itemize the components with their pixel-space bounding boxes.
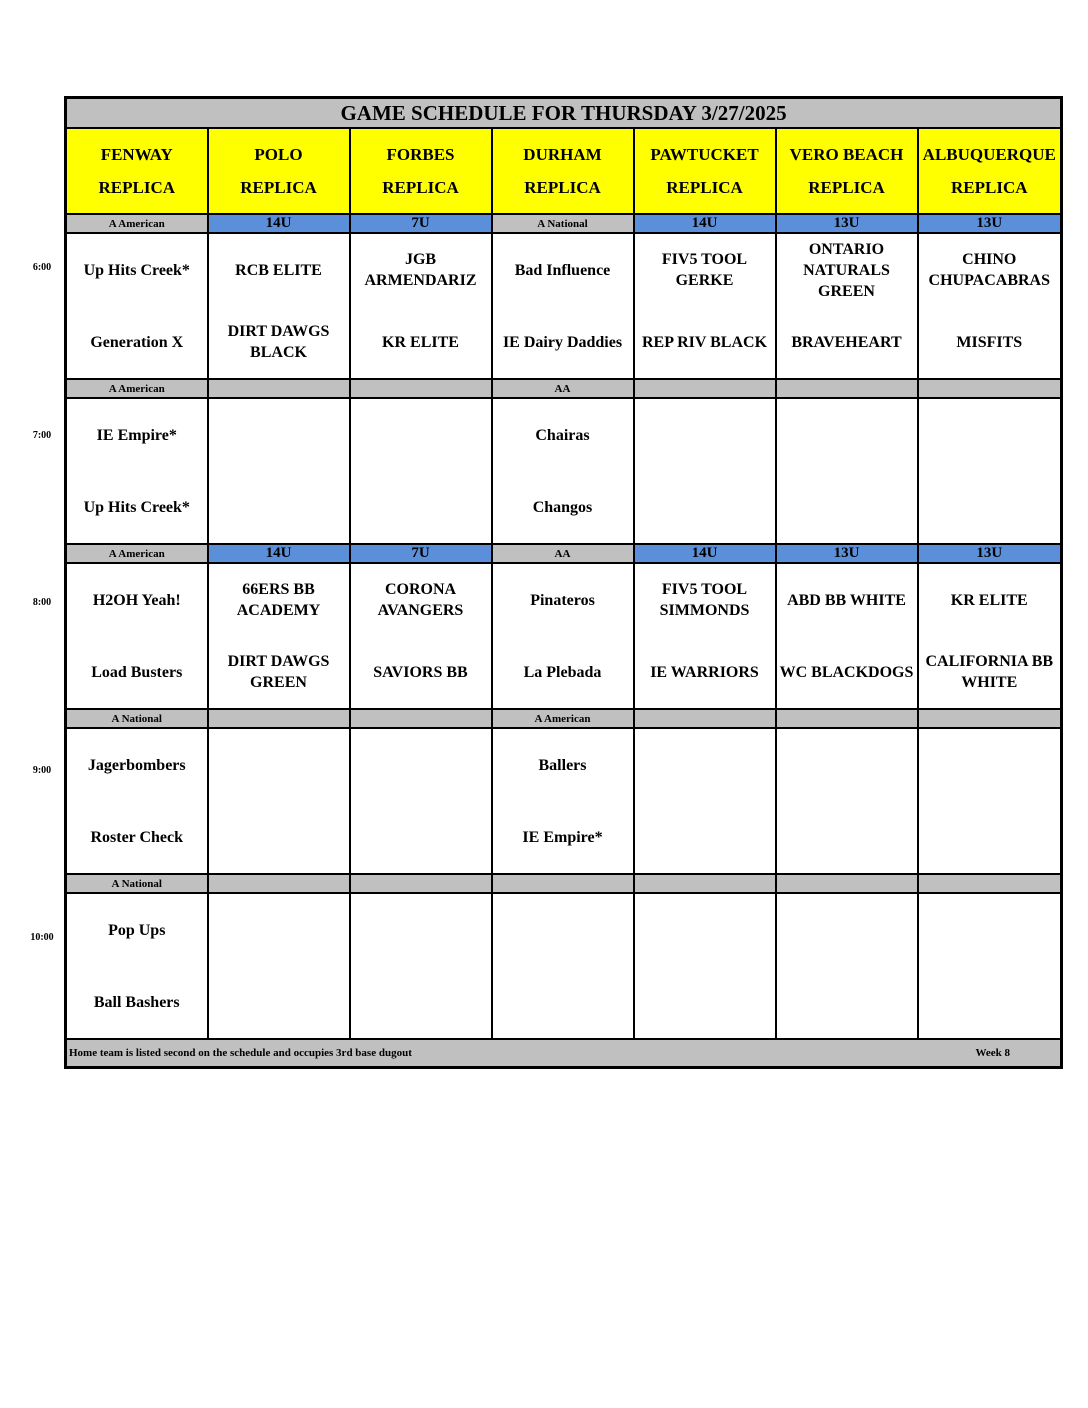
field-sub: REPLICA [666, 178, 743, 197]
division-label: AA [492, 379, 634, 398]
visitor-team [351, 729, 491, 801]
division-label: A American [66, 379, 208, 398]
home-team: SAVIORS BB [373, 663, 468, 681]
home-team [919, 471, 1061, 543]
visitor-team [351, 894, 491, 966]
game-cell [918, 233, 1062, 379]
division-label: 14U [208, 544, 350, 563]
home-team [351, 966, 491, 1038]
game-cell [492, 398, 634, 544]
division-row [66, 379, 1062, 398]
division-label [634, 709, 776, 728]
schedule-table [64, 96, 1063, 1069]
home-team: Ball Bashers [93, 993, 180, 1011]
visitor-team: KR ELITE [950, 591, 1028, 609]
game-cell [350, 563, 492, 709]
division-label: 14U [634, 214, 776, 233]
home-team [635, 801, 775, 873]
field-header [66, 128, 208, 214]
game-cell [634, 893, 776, 1039]
visitor-team: FIV5 TOOL SIMMONDS [659, 581, 750, 619]
home-team: Up Hits Creek* [83, 498, 190, 516]
game-cell [66, 728, 208, 874]
division-label [350, 709, 492, 728]
home-team: WC BLACKDOGS [779, 663, 914, 681]
visitor-team: Pop Ups [108, 921, 166, 939]
field-name: POLO [254, 145, 303, 164]
home-team: Generation X [90, 333, 184, 351]
division-label: 14U [208, 214, 350, 233]
game-cell [208, 233, 350, 379]
visitor-team [635, 399, 775, 471]
division-label [350, 379, 492, 398]
game-cell [66, 233, 208, 379]
division-label [918, 874, 1062, 893]
game-cell [66, 398, 208, 544]
game-cell [208, 398, 350, 544]
home-team: DIRT DAWGS GREEN [227, 653, 330, 691]
game-cell [350, 728, 492, 874]
division-row [66, 544, 1062, 563]
visitor-team [351, 399, 491, 471]
game-cell [350, 398, 492, 544]
field-header [776, 128, 918, 214]
home-team: IE WARRIORS [650, 663, 759, 681]
home-team: IE Empire* [522, 828, 603, 846]
game-row [66, 563, 1062, 709]
visitor-team [777, 399, 917, 471]
game-cell [776, 398, 918, 544]
division-label: 13U [918, 544, 1062, 563]
division-label [350, 874, 492, 893]
game-cell [776, 563, 918, 709]
visitor-team: Jagerbombers [87, 756, 186, 774]
game-cell [776, 728, 918, 874]
visitor-team [919, 729, 1061, 801]
visitor-team [777, 729, 917, 801]
home-team [919, 966, 1061, 1038]
home-team: Roster Check [90, 828, 184, 846]
time-label: 9:00 [32, 765, 52, 776]
footer-note: Home team is listed second on the schedule and occupies 3rd base dugout [69, 1047, 412, 1059]
field-header [350, 128, 492, 214]
division-label [634, 379, 776, 398]
week-label: Week 8 [975, 1047, 1011, 1059]
game-cell [918, 728, 1062, 874]
division-label [634, 874, 776, 893]
visitor-team: Pinateros [530, 591, 595, 609]
time-label: 7:00 [32, 430, 52, 441]
division-label [776, 379, 918, 398]
game-row [66, 233, 1062, 379]
division-label: 7U [350, 214, 492, 233]
home-team: Changos [532, 498, 593, 516]
field-sub: REPLICA [524, 178, 601, 197]
home-team [635, 966, 775, 1038]
visitor-team: CHINO CHUPACABRAS [928, 251, 1050, 289]
home-team: MISFITS [956, 333, 1023, 351]
field-name: FENWAY [100, 145, 173, 164]
home-team [209, 966, 349, 1038]
division-row [66, 874, 1062, 893]
division-label: AA [492, 544, 634, 563]
field-header [918, 128, 1062, 214]
field-name: PAWTUCKET [650, 145, 759, 164]
game-cell [918, 893, 1062, 1039]
visitor-team [919, 894, 1061, 966]
home-team: DIRT DAWGS BLACK [227, 323, 330, 361]
game-cell [208, 728, 350, 874]
game-cell [350, 233, 492, 379]
home-team: La Plebada [523, 663, 602, 681]
division-label [208, 379, 350, 398]
field-sub: REPLICA [382, 178, 459, 197]
division-label [492, 874, 634, 893]
division-label [918, 379, 1062, 398]
visitor-team: Up Hits Creek* [83, 261, 190, 279]
time-label: 10:00 [30, 932, 54, 943]
visitor-team: Bad Influence [514, 261, 611, 279]
division-label: A National [66, 709, 208, 728]
division-label [918, 709, 1062, 728]
game-cell [492, 893, 634, 1039]
home-team [777, 801, 917, 873]
division-label: 13U [776, 214, 918, 233]
visitor-team [635, 894, 775, 966]
field-sub: REPLICA [808, 178, 885, 197]
division-label [776, 874, 918, 893]
visitor-team [919, 399, 1061, 471]
game-row [66, 728, 1062, 874]
division-label: A National [66, 874, 208, 893]
home-team: CALIFORNIA BB WHITE [925, 653, 1054, 691]
visitor-team [209, 894, 349, 966]
field-sub: REPLICA [240, 178, 317, 197]
division-row [66, 709, 1062, 728]
division-label [776, 709, 918, 728]
visitor-team [635, 729, 775, 801]
field-name: ALBUQUERQUE [922, 145, 1056, 164]
game-cell [634, 563, 776, 709]
footer-row [66, 1039, 1062, 1068]
visitor-team [493, 894, 633, 966]
division-label: A National [492, 214, 634, 233]
field-header-row [66, 128, 1062, 214]
division-label: 13U [918, 214, 1062, 233]
game-cell [208, 563, 350, 709]
field-header [208, 128, 350, 214]
home-team [919, 801, 1061, 873]
time-label: 8:00 [32, 597, 52, 608]
home-team [351, 471, 491, 543]
footer-cell [66, 1039, 1062, 1068]
game-cell [350, 893, 492, 1039]
game-row [66, 398, 1062, 544]
visitor-team: ONTARIO NATURALS GREEN [803, 240, 890, 300]
home-team [777, 471, 917, 543]
game-cell [776, 893, 918, 1039]
game-cell [492, 728, 634, 874]
visitor-team [209, 729, 349, 801]
home-team: REP RIV BLACK [641, 333, 768, 351]
title-row [66, 98, 1062, 129]
visitor-team: CORONA AVANGERS [377, 581, 464, 619]
division-label: A American [66, 214, 208, 233]
division-label: A American [66, 544, 208, 563]
field-name: FORBES [386, 145, 455, 164]
time-label: 6:00 [32, 262, 52, 273]
home-team [635, 471, 775, 543]
game-cell [776, 233, 918, 379]
home-team: Load Busters [91, 663, 183, 681]
game-cell [208, 893, 350, 1039]
home-team [209, 801, 349, 873]
home-team: BRAVEHEART [791, 333, 902, 351]
game-cell [918, 398, 1062, 544]
division-label: 13U [776, 544, 918, 563]
visitor-team: H2OH Yeah! [92, 591, 181, 609]
field-name: DURHAM [523, 145, 602, 164]
game-cell [66, 893, 208, 1039]
division-label: 14U [634, 544, 776, 563]
field-name: VERO BEACH [789, 145, 904, 164]
visitor-team: IE Empire* [96, 426, 177, 444]
visitor-team: 66ERS BB ACADEMY [236, 581, 321, 619]
field-sub: REPLICA [951, 178, 1028, 197]
visitor-team: FIV5 TOOL GERKE [661, 251, 748, 289]
game-cell [634, 398, 776, 544]
home-team: IE Dairy Daddies [502, 333, 623, 351]
home-team [777, 966, 917, 1038]
game-cell [492, 233, 634, 379]
visitor-team: Ballers [538, 756, 587, 774]
game-cell [918, 563, 1062, 709]
home-team [351, 801, 491, 873]
game-cell [492, 563, 634, 709]
division-label [208, 709, 350, 728]
division-label: A American [492, 709, 634, 728]
division-row [66, 214, 1062, 233]
home-team [493, 966, 633, 1038]
game-row [66, 893, 1062, 1039]
game-cell [634, 728, 776, 874]
game-cell [66, 563, 208, 709]
division-label [208, 874, 350, 893]
division-label: 7U [350, 544, 492, 563]
home-team: KR ELITE [382, 333, 459, 351]
visitor-team: Chairas [535, 426, 590, 444]
home-team [209, 471, 349, 543]
field-header [634, 128, 776, 214]
visitor-team: ABD BB WHITE [787, 591, 906, 609]
field-sub: REPLICA [98, 178, 175, 197]
visitor-team [777, 894, 917, 966]
schedule-title: GAME SCHEDULE FOR THURSDAY 3/27/2025 [66, 98, 1062, 129]
visitor-team: JGB ARMENDARIZ [364, 251, 477, 289]
game-cell [634, 233, 776, 379]
visitor-team: RCB ELITE [235, 261, 322, 279]
field-header [492, 128, 634, 214]
visitor-team [209, 399, 349, 471]
